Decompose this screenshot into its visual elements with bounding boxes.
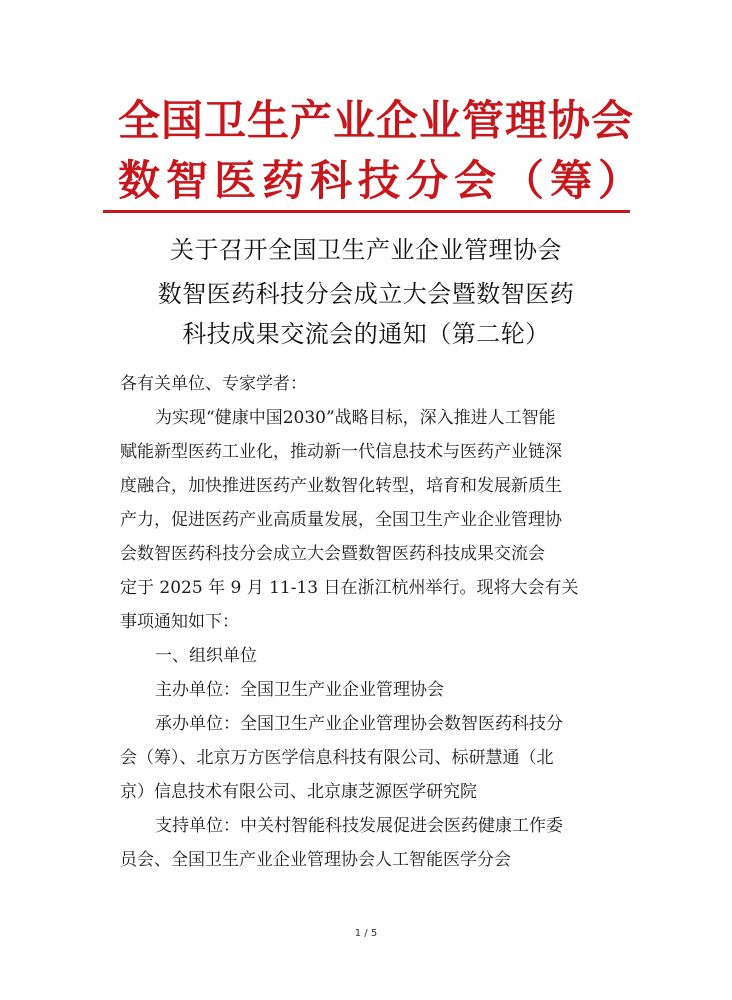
page-number: 1 / 5 [354,928,378,939]
letterhead-red-rule [103,210,630,213]
organizer-line: 会（筹）、北京万方医学信息科技有限公司、标研慧通（北 [120,748,554,768]
organizer-line: 京）信息技术有限公司、北京康芝源医学研究院 [120,782,477,802]
paragraph-line: 度融合，加快推进医药产业数智化转型，培育和发展新质生 [120,476,562,496]
paragraph-line: 为实现“健康中国2030”战略目标，深入推进人工智能 [155,408,556,428]
paragraph-line: 事项通知如下： [120,612,239,632]
section-heading: 一、组织单位 [155,646,257,666]
paragraph-line: 会数智医药科技分会成立大会暨数智医药科技成果交流会 [120,544,545,564]
paragraph-line: 定于 2025 年 9 月 11-13 日在浙江杭州举行。现将大会有关 [120,578,579,598]
supporter-line: 支持单位：中关村智能科技发展促进会医药健康工作委 [155,816,563,836]
supporter-line: 员会、全国卫生产业企业管理协会人工智能医学分会 [120,850,511,870]
host-unit-line: 主办单位：全国卫生产业企业管理协会 [155,680,444,700]
organizer-line: 承办单位：全国卫生产业企业管理协会数智医药科技分 [155,714,563,734]
notice-title-line-2: 数智医药科技分会成立大会暨数智医药 [157,280,575,308]
letterhead-line-2: 数智医药科技分会（筹） [118,156,647,205]
salutation: 各有关单位、专家学者： [120,374,307,394]
paragraph-line: 产力，促进医药产业高质量发展，全国卫生产业企业管理协 [120,510,562,530]
notice-title-line-1: 关于召开全国卫生产业企业管理协会 [170,236,562,264]
letterhead-line-1: 全国卫生产业企业管理协会 [118,96,635,145]
notice-title-line-3: 科技成果交流会的通知（第二轮） [182,320,550,348]
paragraph-line: 赋能新型医药工业化，推动新一代信息技术与医药产业链深 [120,442,562,462]
